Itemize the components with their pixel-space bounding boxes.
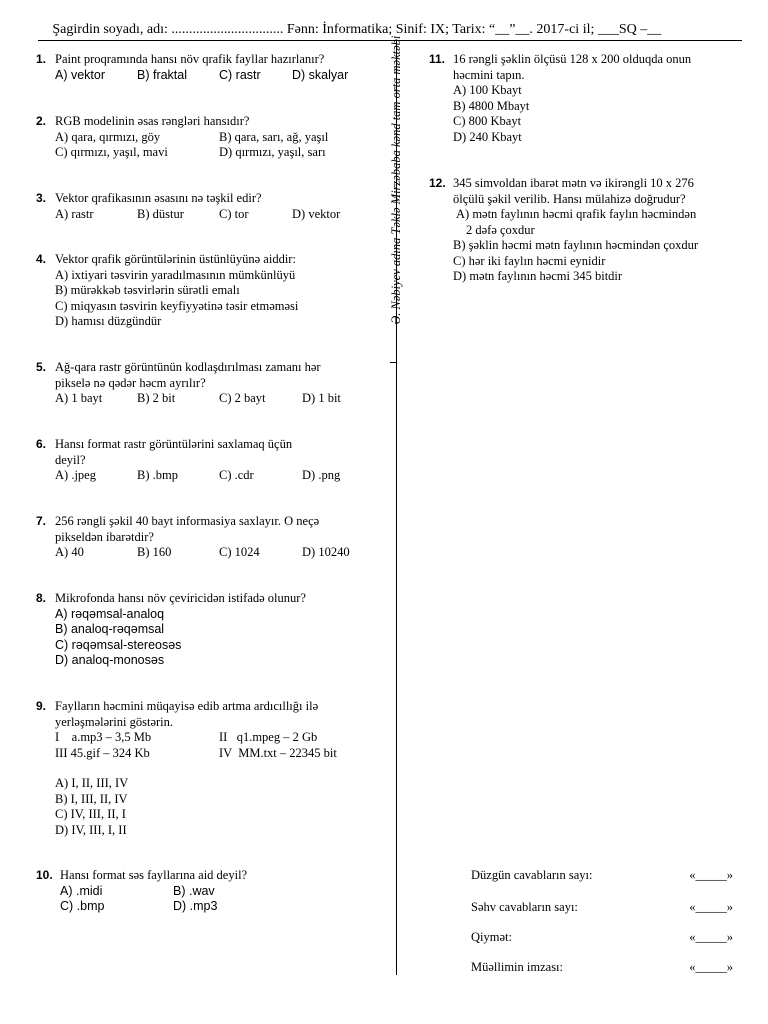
question-text: deyil? [55,452,86,467]
option-b: B) 2 bit [137,391,176,405]
question-text: Hansı format səs fayllarına aid deyil? [60,868,248,882]
option-c: C) miqyasın təsvirin keyfiyyətinə təsir etməməsi [55,298,299,313]
footer-label: Qiymət: [471,930,512,944]
question-number: 1. [36,52,47,66]
option-b: B) 160 [137,545,172,559]
option-c: C) IV, III, II, I [55,807,126,821]
option-d: D) 240 Kbayt [453,129,522,144]
question-text: 345 simvoldan ibarət mətn və ikirəngli 10 x 276 [453,176,694,190]
wrong-answers-count [471,899,733,915]
option-c: C) qırmızı, yaşıl, mavi [55,145,168,159]
option-b: B) şəklin həcmi mətn faylının həcmindən çoxdur [453,238,699,252]
file-item: III 45.gif – 324 Kb [55,745,150,760]
question-number: 12. [429,176,446,190]
option-a: A) 100 Kbayt [453,83,522,97]
question-text: 256 rəngli şəkil 40 bayt informasiya saxlayır. O neçə [55,514,320,528]
options-row [55,68,385,84]
option-c: C) rastr [219,67,261,82]
footer-label: Müəllimin imzası: [471,960,564,974]
option-c: C) tor [219,206,249,221]
question-text: Mikrofonda hansı növ çeviricidən istifadə olunur? [55,591,306,605]
option-a: A) vektor [55,67,106,82]
option-a: A) qara, qırmızı, göy [55,129,161,144]
correct-answers-count [471,867,733,883]
option-d: D) hamısı düzgündür [55,314,162,328]
option-b: B) düstur [137,206,184,221]
question-12 [429,176,743,285]
question-number: 6. [36,437,47,451]
question-4 [36,252,385,330]
question-text: ölçülü şəkil verilib. Hansı mülahizə doğrudur? [453,191,686,206]
option-d: D) skalyar [292,67,349,82]
divider-tick [390,362,397,363]
question-text: yerləşmələrini göstərin. [55,714,174,729]
file-item: IV MM.txt – 22345 bit [219,745,337,760]
option-b: B) .bmp [137,468,178,482]
option-d: D) 10240 [302,545,350,559]
option-a: A) 1 bayt [55,391,103,405]
option-b: B) 4800 Mbayt [453,98,530,113]
question-3 [36,191,385,222]
options-row [60,884,390,900]
option-d: D) analoq-monosəs [55,653,165,667]
option-b: B) .wav [173,883,215,898]
file-item: I a.mp3 – 3,5 Mb [55,730,152,744]
question-text: Vektor qrafik görüntülərinin üstünlüyünə aiddir: [55,252,296,266]
question-6 [36,437,385,484]
option-d: D) vektor [292,206,341,221]
footer-label: Düzgün cavabların sayı: [471,868,593,882]
options-row [55,145,385,161]
option-d: D) .mp3 [173,899,218,913]
option-a: A) rəqəmsal-analoq [55,606,165,621]
option-d: D) IV, III, I, II [55,822,127,837]
footer-blank: «_____» [689,960,733,974]
question-number: 7. [36,514,47,528]
options-row [60,899,390,915]
option-a: A) mətn faylının həcmi qrafik faylın həcmindən [456,207,697,221]
question-5 [36,360,385,407]
option-d: D) 1 bit [302,391,341,405]
options-row [55,468,385,484]
question-number: 10. [36,868,53,882]
option-a: A) 40 [55,545,84,559]
option-c: C) .bmp [60,899,105,913]
option-d: D) qırmızı, yaşıl, sarı [219,145,326,159]
option-b: B) I, III, II, IV [55,791,128,806]
footer-blank: «_____» [689,930,733,944]
question-text: pikseldən ibarətdir? [55,529,154,544]
question-text: Ağ-qara rastr görüntünün kodlaşdırılması zamanı hər [55,360,321,374]
header-line:   Şagirdin soyadı, adı: ................................ Fənn: İnformatika; Sinif: IX; Tarix: “__”__. 2017-ci il; ___SQ –__ [38,22,662,37]
option-d: D) mətn faylının həcmi 345 bitdir [453,269,623,283]
question-text: Vektor qrafikasının əsasını nə təşkil edir? [55,191,262,205]
question-number: 8. [36,591,47,605]
question-number: 9. [36,699,47,713]
file-item: II q1.mpeg – 2 Gb [219,730,318,744]
question-number: 11. [429,52,446,66]
question-11 [429,52,743,145]
teacher-signature [471,959,733,975]
option-b: B) mürəkkəb təsvirlərin sürətli emalı [55,283,240,297]
question-text: Hansı format rastr görüntülərini saxlamaq üçün [55,437,293,451]
options-row [55,207,385,223]
question-text: Paint proqramında hansı növ qrafik fayllar hazırlanır? [55,52,325,66]
school-name-vertical: Ə. Nəbiyev adına Təklə Mirzəbaba kənd tam orta məktəbi [389,35,403,325]
options-row [55,545,385,561]
question-number: 5. [36,360,47,374]
question-text: RGB modelinin əsas rəngləri hansıdır? [55,114,250,128]
question-9 [36,699,385,838]
question-text: pikselə nə qədər həcm ayrılır? [55,375,206,390]
option-b: B) analoq-rəqəmsal [55,622,165,636]
footer-blank: «_____» [689,900,733,914]
files-row [55,746,385,762]
option-c: C) 1024 [219,545,260,559]
option-a: A) rastr [55,206,94,221]
question-10 [36,868,390,915]
question-text: 16 rəngli şəklin ölçüsü 128 x 200 olduqda onun [453,52,692,66]
question-1 [36,52,385,83]
option-a: A) .jpeg [55,468,96,482]
option-a: A) .midi [60,883,103,898]
question-8 [36,591,385,669]
option-c: C) rəqəmsal-stereosəs [55,637,182,652]
question-text: Faylların həcmini müqayisə edib artma ardıcıllığı ilə [55,699,319,713]
option-d: D) .png [302,468,341,482]
option-b: B) fraktal [137,67,188,82]
question-number: 4. [36,252,47,266]
grade [471,929,733,945]
question-7 [36,514,385,561]
option-a: A) ixtiyari təsvirin yaradılmasının mümkünlüyü [55,267,296,282]
question-2 [36,114,385,161]
option-c: C) .cdr [219,468,254,482]
option-a-continued: 2 dəfə çoxdur [466,222,535,237]
question-number: 3. [36,191,47,205]
footer-label: Səhv cavabların sayı: [471,900,578,914]
options-row [55,130,385,146]
question-text: həcmini tapın. [453,67,525,82]
option-c: C) hər iki faylın həcmi eynidir [453,253,606,268]
option-c: C) 2 bayt [219,391,266,405]
footer-blank: «_____» [689,868,733,882]
files-row [55,730,385,746]
option-a: A) I, II, III, IV [55,776,129,790]
question-number: 2. [36,114,47,128]
option-c: C) 800 Kbayt [453,114,522,128]
options-row [55,391,385,407]
option-b: B) qara, sarı, ağ, yaşıl [219,129,329,144]
